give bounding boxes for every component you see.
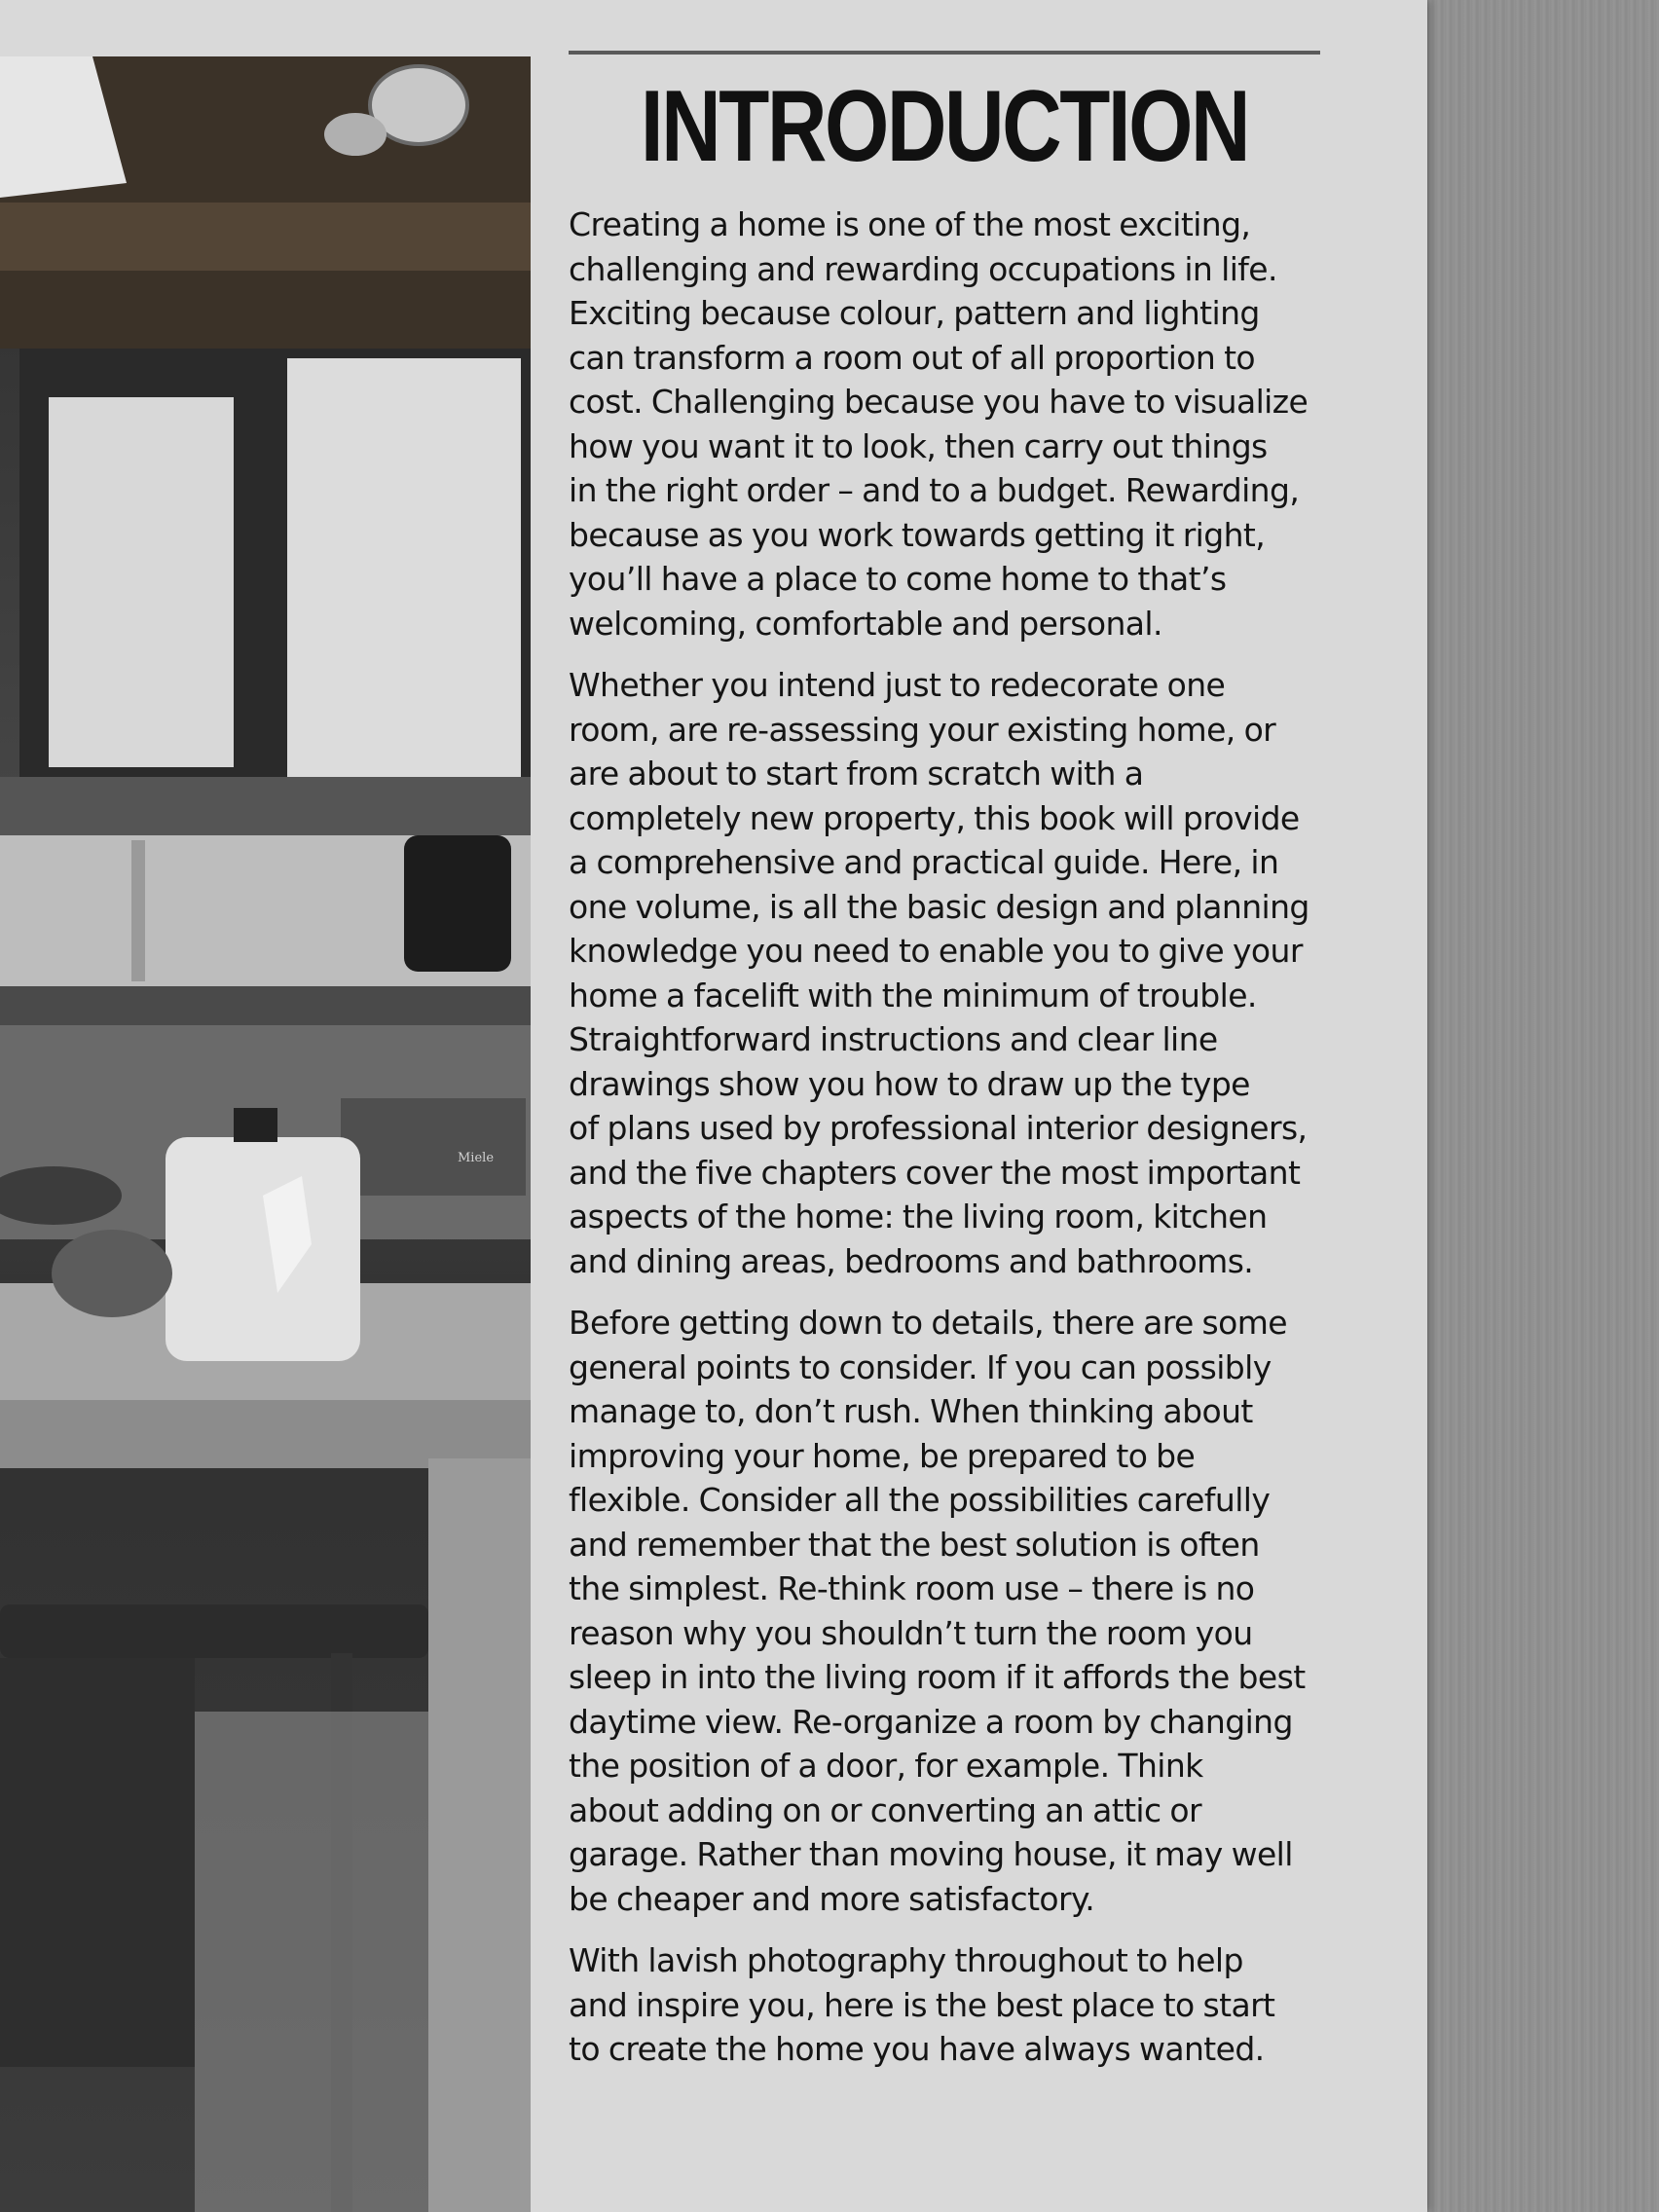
chair-back: [0, 1658, 195, 2067]
bowl: [52, 1230, 172, 1317]
tiled-floor: [195, 1712, 428, 2212]
kitchen-photo-illustration: [0, 56, 531, 2212]
heading-rule: [569, 51, 1320, 55]
chair-seat: [0, 1604, 428, 1658]
introduction-body: [569, 203, 1338, 2089]
wooden-beam: [0, 203, 531, 271]
decorative-plate-small: [324, 113, 387, 156]
paragraph: With lavish photography throughout to help and inspire you, here is the best place to start to create the home you have always wanted.: [569, 1941, 1275, 2068]
paragraph: Whether you intend just to redecorate one room, are re-assessing your existing home, or are about to start from scratch with a completely new property, this book will provide a comprehensive and practical guide. Here, in one volume, is all the basic design and planning knowledge you need to enable you to give your home a facelift with the minimum of trouble. Straightforward instructions and clear line drawings show you how to draw up the type of plans used by professional interior designers, and the five chapters cover the most important aspects of the home: the living room, kitchen and dining areas, bedrooms and bathrooms.: [569, 666, 1309, 1280]
dishwasher: [341, 1098, 526, 1196]
window-sill: [0, 777, 531, 835]
page-title: INTRODUCTION: [640, 70, 1249, 183]
appliance-label: Miele: [458, 1151, 495, 1165]
window-pane-right: [287, 358, 521, 777]
coffee-pot-lid: [234, 1108, 277, 1142]
paragraph: Creating a home is one of the most exciting, challenging and rewarding occupations in life. Exciting because colour, pattern and lighting can transform a room out of all proportion to cost. Challenging because you have to visualize how you want it to look, then carry out things in the right order – and to a budget. Rewarding, because as you work towards getting it right, you’ll have a place to come home to that’s welcoming, comfortable and personal.: [569, 205, 1309, 643]
tap: [131, 840, 145, 981]
kitchen-photo: [0, 56, 531, 2212]
wooden-backdrop: [1427, 0, 1659, 2212]
table-apron: [0, 1400, 531, 1468]
table-leg: [428, 1458, 531, 2212]
window-pane-left: [49, 397, 234, 767]
worktop: [0, 986, 531, 1025]
jug: [404, 835, 511, 972]
paragraph: Before getting down to details, there are some general points to consider. If you can possibly manage to, don’t rush. When thinking about improving your home, be prepared to be flexible. Consider all the possibilities carefully and remember that the best solution is often the simplest. Re-think room use – there is no reason why you shouldn’t turn the room you sleep in into the living room if it affords the best daytime view. Re-organize a room by changing the position of a door, for example. Think about adding on or converting an attic or garage. Rather than moving house, it may well be cheaper and more satisfactory.: [569, 1304, 1306, 1918]
coffee-pot: [166, 1137, 360, 1361]
